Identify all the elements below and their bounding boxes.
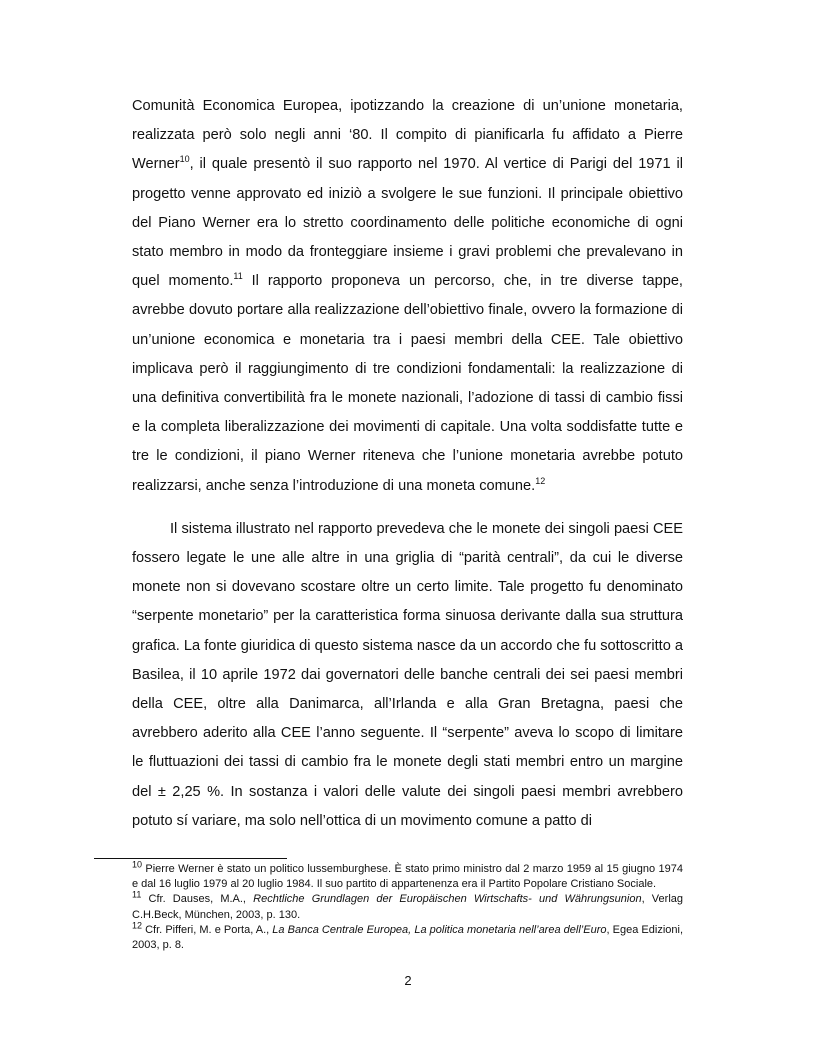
page-number: 2 <box>404 973 412 988</box>
footnote-text: , Egea Edizioni, 2003, p. 8. <box>132 923 683 952</box>
footnote-text: Cfr. Pifferi, M. e Porta, A., <box>142 923 273 936</box>
footnote-number: 10 <box>132 859 143 870</box>
paragraph-text: Il sistema illustrato nel rapporto prevedeva che le monete dei singoli paesi CEE fossero legate le une alle altre in una griglia di “parità centrali”, da cui le diverse monete non si dovevano scostare oltre un certo limite. Tale progetto fu denominato “serpente monetario” per la caratteristica forma sinuosa derivante dalla sua struttura grafica. La fonte giuridica di questo sistema nasce da un accordo che fu sottoscritto a Basilea, il 10 aprile 1972 dai governatori delle banche centrali dei sei paesi membri della CEE, oltre alla Danimarca, all’Irlanda e alla Gran Bretagna, paesi che avrebbero aderito alla CEE l’anno seguente. Il “serpente” aveva lo scopo di limitare le fluttuazioni dei tassi di cambio fra le monete degli stati membri entro un margine del ± 2,25 %. In sostanza i valori delle valute dei singoli paesi membri avrebbero potuto sí variare, ma solo nell’ottica di un movimento comune a patto di <box>132 520 683 829</box>
footnote-reference: 12 <box>535 475 546 486</box>
footnote <box>132 889 683 922</box>
paragraph <box>132 515 683 836</box>
body-text <box>132 92 683 836</box>
paragraph-text: Il rapporto proponeva un percorso, che, in tre diverse tappe, avrebbe dovuto portare alla realizzazione dell’obiettivo finale, ovvero la formazione di un’unione economica e monetaria tra i paesi membri della CEE. Tale obiettivo implicava però il raggiungimento di tre condizioni fondamentali: la realizzazione di una definitiva convertibilità fra le monete nazionali, l’adozione di tassi di cambio fissi e la completa liberalizzazione dei movimenti di capitale. Una volta soddisfatte tutte e tre le condizioni, il piano Werner riteneva che l’unione monetaria avrebbe potuto realizzarsi, anche senza l’introduzione di una moneta comune. <box>132 273 683 494</box>
paragraph <box>132 92 683 501</box>
paragraph-text: Comunità Economica Europea, ipotizzando la creazione di un’unione monetaria, realizzata però solo negli anni ‘80. Il compito di pianificarla fu affidato a Pierre Werner <box>132 98 683 173</box>
footnote <box>132 920 683 953</box>
footnotes <box>132 859 683 953</box>
footnote-reference: 11 <box>233 271 243 282</box>
footnote-title: Rechtliche Grundlagen der Europäischen Wirtschafts- und Währungsunion <box>253 893 642 906</box>
footnote-number: 12 <box>132 920 143 931</box>
footnote-separator <box>94 858 287 859</box>
footnote-title: La Banca Centrale Europea, La politica monetaria nell’area dell’Euro <box>272 923 607 936</box>
footnote-text: Cfr. Dauses, M.A., <box>141 893 254 906</box>
footnote-text: , Verlag C.H.Beck, München, 2003, p. 130. <box>132 893 683 921</box>
footnote-text: Pierre Werner è stato un politico lussemburghese. È stato primo ministro dal 2 marzo 1959 al 15 giugno 1974 e dal 16 luglio 1979 al 20 luglio 1984. Il suo partito di appartenenza era il Partito Popolare Cristiano Sociale. <box>132 863 683 891</box>
footnote <box>132 859 683 892</box>
footnote-reference: 10 <box>179 154 190 165</box>
footnote-number: 11 <box>132 889 142 900</box>
paragraph-text: , il quale presentò il suo rapporto nel 1970. Al vertice di Parigi del 1971 il progetto venne approvato ed iniziò a svolgere le sue funzioni. Il principale obiettivo del Piano Werner era lo stretto coordinamento delle politiche economiche di ogni stato membro in modo da fronteggiare insieme i gravi problemi che prevalevano in quel momento. <box>132 156 683 290</box>
